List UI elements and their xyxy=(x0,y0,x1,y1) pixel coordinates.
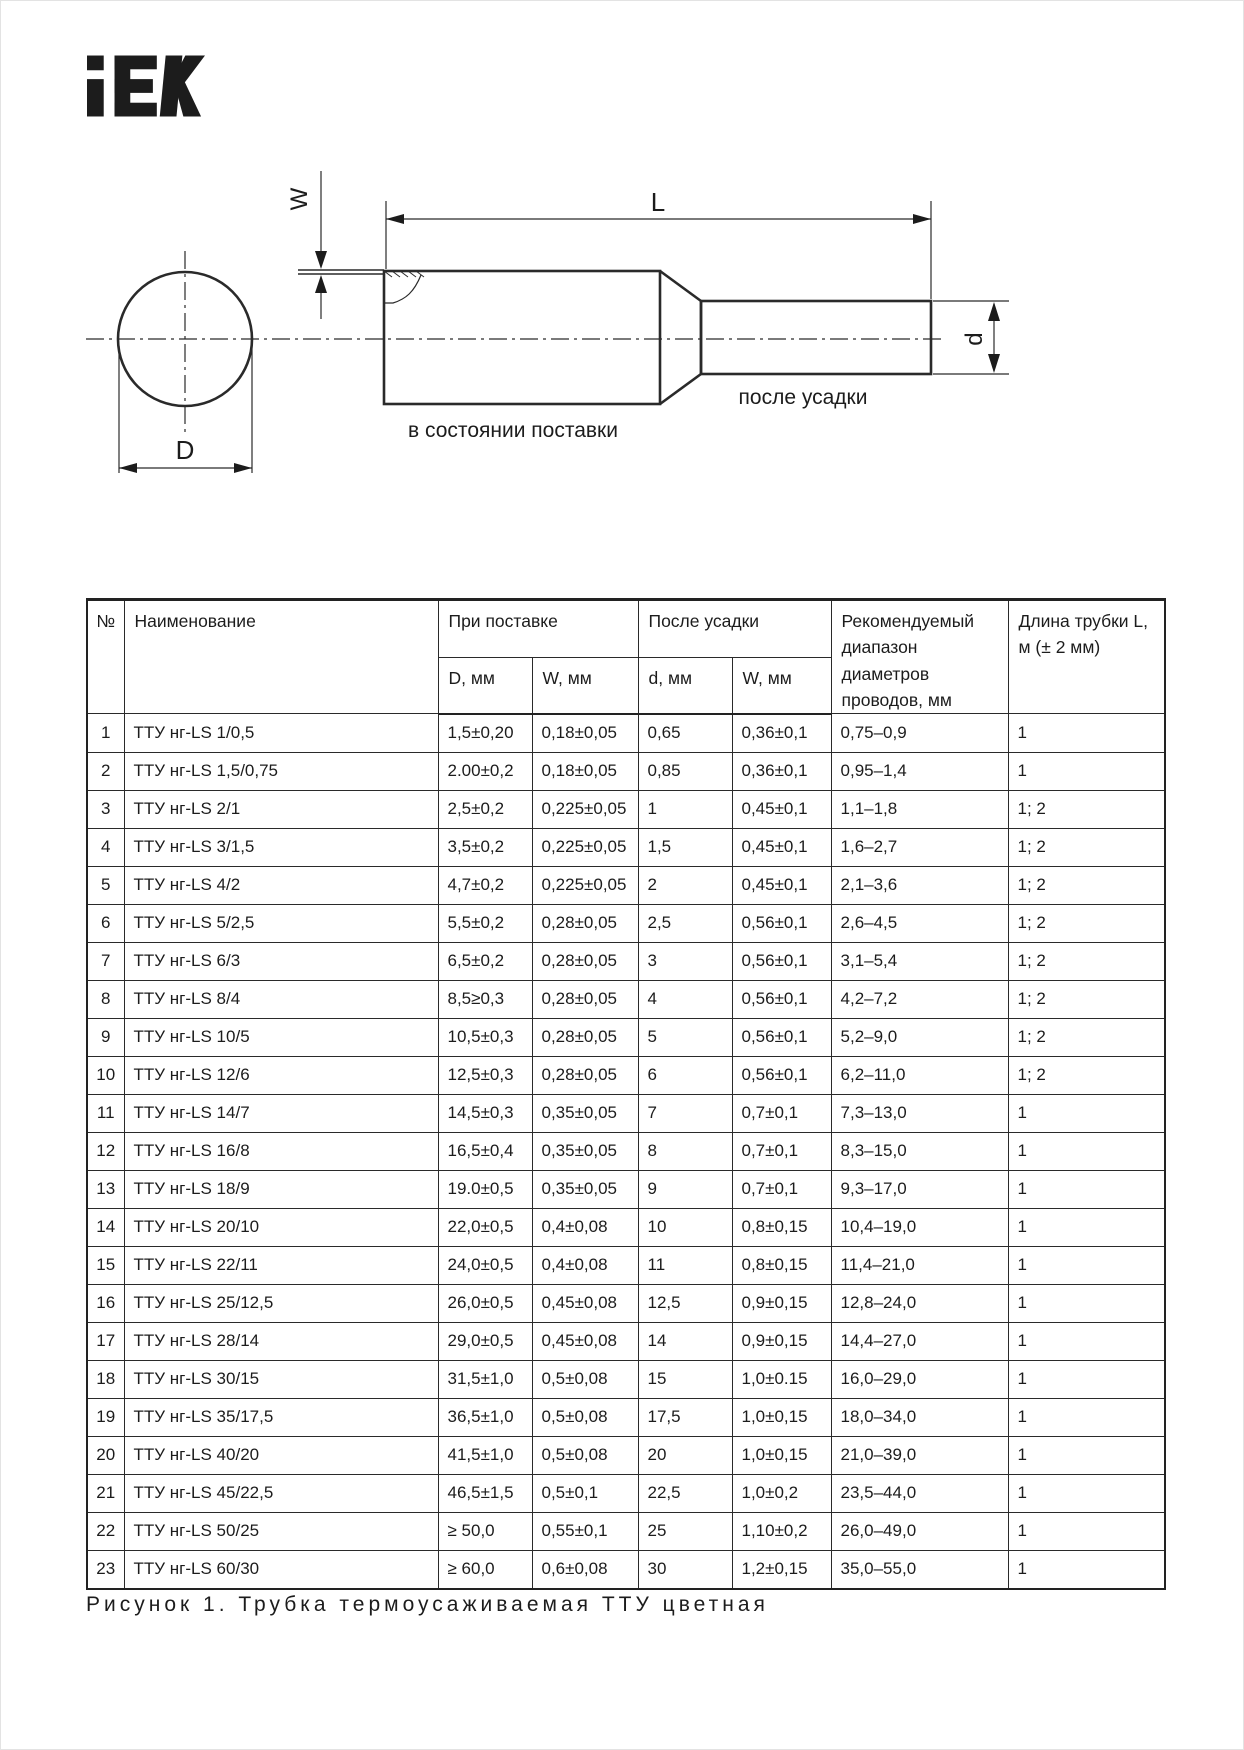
value-cell: 0,5±0,08 xyxy=(532,1360,638,1398)
value-cell: 1,5±0,20 xyxy=(438,714,532,753)
table-row xyxy=(87,1094,1165,1132)
value-cell: 1 xyxy=(1008,1512,1165,1550)
value-cell: 12,5 xyxy=(638,1284,732,1322)
arrowhead-right xyxy=(913,214,931,224)
value-cell: 9 xyxy=(638,1170,732,1208)
row-number-cell: 1 xyxy=(87,714,124,753)
row-number-cell: 3 xyxy=(87,790,124,828)
value-cell: 1,0±0,15 xyxy=(732,1436,831,1474)
table-row xyxy=(87,752,1165,790)
row-number-cell: 4 xyxy=(87,828,124,866)
table-row xyxy=(87,1284,1165,1322)
value-cell: 0,56±0,1 xyxy=(732,1056,831,1094)
col-group-shrunk: После усадки xyxy=(638,600,831,658)
value-cell: 1 xyxy=(1008,714,1165,753)
table-row xyxy=(87,942,1165,980)
value-cell: 0,56±0,1 xyxy=(732,1018,831,1056)
value-cell: 0,45±0,08 xyxy=(532,1322,638,1360)
value-cell: 35,0–55,0 xyxy=(831,1550,1008,1589)
value-cell: ТТУ нг-LS 1/0,5 xyxy=(124,714,438,753)
col-header-number: № xyxy=(87,600,124,714)
value-cell: 0,18±0,05 xyxy=(532,752,638,790)
d-small-dimension-label: d xyxy=(961,332,988,346)
value-cell: 0,56±0,1 xyxy=(732,942,831,980)
value-cell: 1 xyxy=(1008,1322,1165,1360)
value-cell: 1 xyxy=(1008,1436,1165,1474)
value-cell: 1,1–1,8 xyxy=(831,790,1008,828)
table-row xyxy=(87,1512,1165,1550)
l-dimension-label: L xyxy=(650,187,666,217)
value-cell: ТТУ нг-LS 5/2,5 xyxy=(124,904,438,942)
table-row xyxy=(87,1398,1165,1436)
value-cell: ТТУ нг-LS 22/11 xyxy=(124,1246,438,1284)
value-cell: 19.0±0,5 xyxy=(438,1170,532,1208)
value-cell: 0,36±0,1 xyxy=(732,752,831,790)
value-cell: 5,5±0,2 xyxy=(438,904,532,942)
row-number-cell: 2 xyxy=(87,752,124,790)
value-cell: 0,28±0,05 xyxy=(532,904,638,942)
value-cell: 15 xyxy=(638,1360,732,1398)
value-cell: 0,7±0,1 xyxy=(732,1170,831,1208)
value-cell: 3,1–5,4 xyxy=(831,942,1008,980)
table-row xyxy=(87,828,1165,866)
value-cell: 0,65 xyxy=(638,714,732,753)
col-header-length: Длина трубки L, м (± 2 мм) xyxy=(1008,600,1165,714)
row-number-cell: 5 xyxy=(87,866,124,904)
value-cell: 1,5 xyxy=(638,828,732,866)
value-cell: ТТУ нг-LS 12/6 xyxy=(124,1056,438,1094)
row-number-cell: 16 xyxy=(87,1284,124,1322)
value-cell: 10,5±0,3 xyxy=(438,1018,532,1056)
value-cell: ТТУ нг-LS 28/14 xyxy=(124,1322,438,1360)
value-cell: 0,28±0,05 xyxy=(532,980,638,1018)
row-number-cell: 12 xyxy=(87,1132,124,1170)
value-cell: 1; 2 xyxy=(1008,980,1165,1018)
table-row xyxy=(87,1436,1165,1474)
value-cell: 11 xyxy=(638,1246,732,1284)
value-cell: 0,8±0,15 xyxy=(732,1246,831,1284)
row-number-cell: 19 xyxy=(87,1398,124,1436)
arrowhead-right xyxy=(234,463,252,473)
value-cell: 22,5 xyxy=(638,1474,732,1512)
value-cell: 1; 2 xyxy=(1008,828,1165,866)
value-cell: ≥ 50,0 xyxy=(438,1512,532,1550)
table-row xyxy=(87,904,1165,942)
arrowhead-left xyxy=(119,463,137,473)
table-row xyxy=(87,1474,1165,1512)
row-number-cell: 11 xyxy=(87,1094,124,1132)
row-number-cell: 17 xyxy=(87,1322,124,1360)
value-cell: 0,28±0,05 xyxy=(532,942,638,980)
value-cell: 22,0±0,5 xyxy=(438,1208,532,1246)
value-cell: 0,9±0,15 xyxy=(732,1322,831,1360)
col-header-W-shrunk: W, мм xyxy=(732,657,831,713)
spec-table xyxy=(86,598,1166,1590)
value-cell: ТТУ нг-LS 35/17,5 xyxy=(124,1398,438,1436)
value-cell: ТТУ нг-LS 3/1,5 xyxy=(124,828,438,866)
value-cell: 6,2–11,0 xyxy=(831,1056,1008,1094)
row-number-cell: 15 xyxy=(87,1246,124,1284)
value-cell: 31,5±1,0 xyxy=(438,1360,532,1398)
value-cell: 0,55±0,1 xyxy=(532,1512,638,1550)
value-cell: 1; 2 xyxy=(1008,1018,1165,1056)
value-cell: 0,28±0,05 xyxy=(532,1056,638,1094)
col-header-wire-range: Рекомендуемый диапазон диаметров проводов, мм xyxy=(831,600,1008,714)
value-cell: 29,0±0,5 xyxy=(438,1322,532,1360)
value-cell: 0,5±0,1 xyxy=(532,1474,638,1512)
value-cell: 30 xyxy=(638,1550,732,1589)
table-row xyxy=(87,1550,1165,1589)
row-number-cell: 23 xyxy=(87,1550,124,1589)
arrowhead-up xyxy=(315,275,327,293)
value-cell: 1; 2 xyxy=(1008,942,1165,980)
tube-supplied-outline xyxy=(384,271,660,404)
wall-cutaway-curve xyxy=(384,275,421,303)
row-number-cell: 10 xyxy=(87,1056,124,1094)
value-cell: 46,5±1,5 xyxy=(438,1474,532,1512)
row-number-cell: 18 xyxy=(87,1360,124,1398)
arrowhead-left xyxy=(386,214,404,224)
value-cell: 25 xyxy=(638,1512,732,1550)
table-row xyxy=(87,790,1165,828)
table-row xyxy=(87,1322,1165,1360)
value-cell: 1 xyxy=(638,790,732,828)
row-number-cell: 22 xyxy=(87,1512,124,1550)
table-row xyxy=(87,1056,1165,1094)
spec-table-body xyxy=(87,714,1165,1589)
value-cell: 5,2–9,0 xyxy=(831,1018,1008,1056)
row-number-cell: 13 xyxy=(87,1170,124,1208)
value-cell: 0,85 xyxy=(638,752,732,790)
value-cell: 0,5±0,08 xyxy=(532,1436,638,1474)
value-cell: 0,35±0,05 xyxy=(532,1170,638,1208)
value-cell: 14,4–27,0 xyxy=(831,1322,1008,1360)
value-cell: ТТУ нг-LS 25/12,5 xyxy=(124,1284,438,1322)
value-cell: ТТУ нг-LS 8/4 xyxy=(124,980,438,1018)
value-cell: 10 xyxy=(638,1208,732,1246)
value-cell: 0,45±0,1 xyxy=(732,828,831,866)
value-cell: 36,5±1,0 xyxy=(438,1398,532,1436)
value-cell: 26,0–49,0 xyxy=(831,1512,1008,1550)
value-cell: 1; 2 xyxy=(1008,904,1165,942)
value-cell: 8,3–15,0 xyxy=(831,1132,1008,1170)
col-header-W-supplied: W, мм xyxy=(532,657,638,713)
value-cell: 20 xyxy=(638,1436,732,1474)
dimension-drawing xyxy=(61,141,1041,491)
value-cell: 0,45±0,1 xyxy=(732,866,831,904)
value-cell: 1 xyxy=(1008,1398,1165,1436)
row-number-cell: 7 xyxy=(87,942,124,980)
value-cell: 1,0±0.15 xyxy=(732,1360,831,1398)
value-cell: 0,75–0,9 xyxy=(831,714,1008,753)
value-cell: 0,18±0,05 xyxy=(532,714,638,753)
value-cell: 1; 2 xyxy=(1008,790,1165,828)
value-cell: ТТУ нг-LS 1,5/0,75 xyxy=(124,752,438,790)
value-cell: 0,225±0,05 xyxy=(532,866,638,904)
value-cell: 12,5±0,3 xyxy=(438,1056,532,1094)
value-cell: ТТУ нг-LS 30/15 xyxy=(124,1360,438,1398)
value-cell: 1 xyxy=(1008,1094,1165,1132)
value-cell: 0,9±0,15 xyxy=(732,1284,831,1322)
value-cell: 18,0–34,0 xyxy=(831,1398,1008,1436)
row-number-cell: 20 xyxy=(87,1436,124,1474)
value-cell: 0,5±0,08 xyxy=(532,1398,638,1436)
value-cell: ТТУ нг-LS 2/1 xyxy=(124,790,438,828)
value-cell: 0,8±0,15 xyxy=(732,1208,831,1246)
row-number-cell: 6 xyxy=(87,904,124,942)
col-header-d-shrunk: d, мм xyxy=(638,657,732,713)
value-cell: 6,5±0,2 xyxy=(438,942,532,980)
value-cell: 0,56±0,1 xyxy=(732,904,831,942)
iek-logo-graphic xyxy=(87,55,205,117)
value-cell: 7 xyxy=(638,1094,732,1132)
value-cell: 3 xyxy=(638,942,732,980)
value-cell: 0,7±0,1 xyxy=(732,1094,831,1132)
value-cell: 1 xyxy=(1008,1474,1165,1512)
value-cell: 1 xyxy=(1008,1246,1165,1284)
table-row xyxy=(87,980,1165,1018)
row-number-cell: 8 xyxy=(87,980,124,1018)
row-number-cell: 14 xyxy=(87,1208,124,1246)
value-cell: 3,5±0,2 xyxy=(438,828,532,866)
col-header-name: Наименование xyxy=(124,600,438,714)
value-cell: ТТУ нг-LS 10/5 xyxy=(124,1018,438,1056)
value-cell: 23,5–44,0 xyxy=(831,1474,1008,1512)
row-number-cell: 9 xyxy=(87,1018,124,1056)
row-number-cell: 21 xyxy=(87,1474,124,1512)
value-cell: 1 xyxy=(1008,1284,1165,1322)
table-row xyxy=(87,866,1165,904)
value-cell: ТТУ нг-LS 20/10 xyxy=(124,1208,438,1246)
value-cell: 4 xyxy=(638,980,732,1018)
value-cell: 16,5±0,4 xyxy=(438,1132,532,1170)
value-cell: ТТУ нг-LS 4/2 xyxy=(124,866,438,904)
value-cell: 14 xyxy=(638,1322,732,1360)
value-cell: 0,36±0,1 xyxy=(732,714,831,753)
w-dimension-label: W xyxy=(286,187,313,211)
value-cell: 7,3–13,0 xyxy=(831,1094,1008,1132)
value-cell: 1,6–2,7 xyxy=(831,828,1008,866)
value-cell: 21,0–39,0 xyxy=(831,1436,1008,1474)
value-cell: 1,0±0,15 xyxy=(732,1398,831,1436)
value-cell: 24,0±0,5 xyxy=(438,1246,532,1284)
figure-caption: Рисунок 1. Трубка термоусаживаемая ТТУ цветная xyxy=(86,1593,769,1616)
table-row xyxy=(87,1208,1165,1246)
value-cell: 0,45±0,1 xyxy=(732,790,831,828)
tube-shrunk-outline xyxy=(701,301,931,374)
value-cell: 2.00±0,2 xyxy=(438,752,532,790)
table-row xyxy=(87,1018,1165,1056)
value-cell: 1 xyxy=(1008,1170,1165,1208)
value-cell: 1; 2 xyxy=(1008,1056,1165,1094)
value-cell: 1 xyxy=(1008,1208,1165,1246)
table-row xyxy=(87,1246,1165,1284)
value-cell: 4,7±0,2 xyxy=(438,866,532,904)
value-cell: 1 xyxy=(1008,1132,1165,1170)
value-cell: 2,1–3,6 xyxy=(831,866,1008,904)
value-cell: ≥ 60,0 xyxy=(438,1550,532,1589)
value-cell: 2,5±0,2 xyxy=(438,790,532,828)
value-cell: 0,35±0,05 xyxy=(532,1132,638,1170)
arrowhead-down xyxy=(315,251,327,269)
value-cell: 41,5±1,0 xyxy=(438,1436,532,1474)
iek-logo xyxy=(87,55,205,117)
table-row xyxy=(87,1132,1165,1170)
value-cell: 0,95–1,4 xyxy=(831,752,1008,790)
value-cell: 1,10±0,2 xyxy=(732,1512,831,1550)
value-cell: 8,5≥0,3 xyxy=(438,980,532,1018)
value-cell: 2,5 xyxy=(638,904,732,942)
arrowhead-down xyxy=(988,354,1000,373)
value-cell: 26,0±0,5 xyxy=(438,1284,532,1322)
value-cell: 0,4±0,08 xyxy=(532,1246,638,1284)
value-cell: 12,8–24,0 xyxy=(831,1284,1008,1322)
value-cell: ТТУ нг-LS 45/22,5 xyxy=(124,1474,438,1512)
value-cell: 14,5±0,3 xyxy=(438,1094,532,1132)
value-cell: 0,56±0,1 xyxy=(732,980,831,1018)
value-cell: 1 xyxy=(1008,1550,1165,1589)
value-cell: 6 xyxy=(638,1056,732,1094)
value-cell: 5 xyxy=(638,1018,732,1056)
value-cell: 0,35±0,05 xyxy=(532,1094,638,1132)
value-cell: 2 xyxy=(638,866,732,904)
supplied-state-label: в состоянии поставки xyxy=(408,419,618,442)
value-cell: 8 xyxy=(638,1132,732,1170)
value-cell: 0,6±0,08 xyxy=(532,1550,638,1589)
value-cell: ТТУ нг-LS 50/25 xyxy=(124,1512,438,1550)
table-row xyxy=(87,1170,1165,1208)
d-big-dimension-label: D xyxy=(175,435,195,465)
value-cell: ТТУ нг-LS 14/7 xyxy=(124,1094,438,1132)
value-cell: 0,225±0,05 xyxy=(532,790,638,828)
value-cell: ТТУ нг-LS 60/30 xyxy=(124,1550,438,1589)
col-group-supplied: При поставке xyxy=(438,600,638,658)
value-cell: 4,2–7,2 xyxy=(831,980,1008,1018)
value-cell: 17,5 xyxy=(638,1398,732,1436)
value-cell: 2,6–4,5 xyxy=(831,904,1008,942)
table-row xyxy=(87,1360,1165,1398)
value-cell: ТТУ нг-LS 18/9 xyxy=(124,1170,438,1208)
value-cell: 1,2±0,15 xyxy=(732,1550,831,1589)
value-cell: 1; 2 xyxy=(1008,866,1165,904)
value-cell: 0,225±0,05 xyxy=(532,828,638,866)
value-cell: ТТУ нг-LS 40/20 xyxy=(124,1436,438,1474)
value-cell: 1 xyxy=(1008,1360,1165,1398)
shrunk-state-label: после усадки xyxy=(738,386,868,409)
value-cell: 0,45±0,08 xyxy=(532,1284,638,1322)
value-cell: 0,4±0,08 xyxy=(532,1208,638,1246)
value-cell: ТТУ нг-LS 6/3 xyxy=(124,942,438,980)
value-cell: 9,3–17,0 xyxy=(831,1170,1008,1208)
value-cell: 16,0–29,0 xyxy=(831,1360,1008,1398)
value-cell: 10,4–19,0 xyxy=(831,1208,1008,1246)
value-cell: 0,7±0,1 xyxy=(732,1132,831,1170)
arrowhead-up xyxy=(988,302,1000,321)
value-cell: 11,4–21,0 xyxy=(831,1246,1008,1284)
value-cell: 1,0±0,2 xyxy=(732,1474,831,1512)
table-row xyxy=(87,714,1165,753)
value-cell: ТТУ нг-LS 16/8 xyxy=(124,1132,438,1170)
value-cell: 0,28±0,05 xyxy=(532,1018,638,1056)
col-header-D-supplied: D, мм xyxy=(438,657,532,713)
value-cell: 1 xyxy=(1008,752,1165,790)
